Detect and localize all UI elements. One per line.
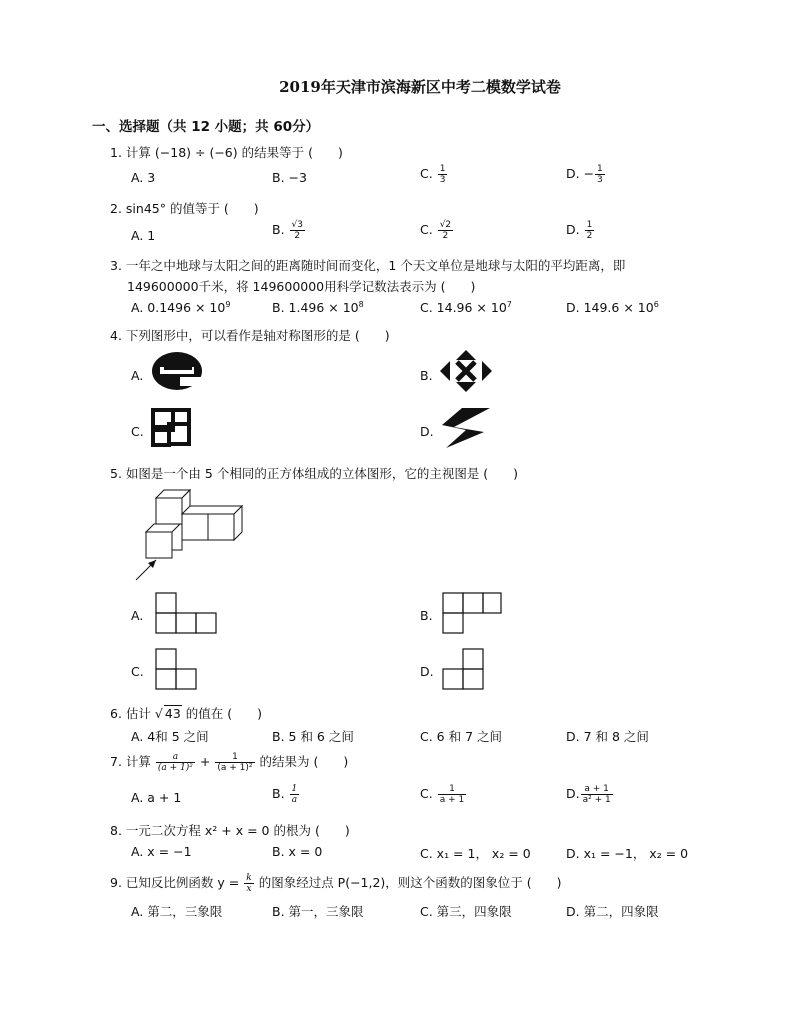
front-view-b	[442, 592, 504, 634]
option-a: A. 1	[131, 228, 156, 243]
front-view-a	[155, 592, 220, 634]
option-b: B. 第一，三象限	[272, 904, 364, 919]
question-number: 7.	[110, 754, 122, 769]
fraction: $\frac{1}{2}$	[586, 220, 593, 241]
question-number: 5.	[110, 466, 122, 481]
question-1	[110, 143, 343, 161]
option-a: A.	[131, 368, 144, 383]
front-view-d	[442, 648, 486, 690]
fraction: $\frac{a}{\text{(a + 1)²}}$	[157, 752, 193, 773]
option-d: D. $\frac{a + 1}{\text{a² + 1}}$	[566, 784, 611, 805]
option-c: C. $14.96 \times 10^7$	[420, 300, 512, 316]
question-number: 6.	[110, 706, 122, 721]
fraction: $\frac{1}{3}$	[597, 164, 603, 185]
option-d: D. x₁ = −1， x₂ = 0	[566, 846, 689, 861]
question-text: 计算 (−18) ÷ (−6) 的结果等于 ( )	[125, 145, 343, 160]
option-b: B. $\frac{√3}{2}$	[272, 220, 304, 241]
cube-solid-figure	[130, 488, 240, 583]
fraction: $\frac{√2}{2}$	[439, 220, 452, 241]
fraction: $\frac{1}{a + 1}$	[439, 784, 465, 805]
option-c	[420, 164, 448, 185]
lightning-figure	[440, 406, 492, 450]
option-b: B. 5 和 6 之间	[272, 729, 354, 744]
fraction: $\frac{k}{x}$	[246, 873, 252, 894]
option-d: D. 7 和 8 之间	[566, 729, 649, 744]
question-number: 4.	[110, 328, 122, 343]
fraction: $\frac{1}{3}$	[439, 164, 446, 185]
question-3	[110, 256, 625, 274]
option-a: A. 4和 5 之间	[131, 729, 209, 744]
fraction: $\frac{√3}{2}$	[291, 220, 304, 241]
option-b: B. $\frac{1}{a}$	[272, 784, 298, 805]
section-heading: 一、选择题（共 12 小题；共 60分）	[92, 119, 320, 135]
option-b: B. $1.496 \times 10^8$	[272, 300, 364, 316]
option-d: D. $\frac{1}{2}$	[566, 220, 593, 241]
question-7: 7. 计算 $\frac{a}{\text{(a + 1)²}}$ + $\frac{1}{\text{(a + 1)²}}$ 的结果为 ( )	[110, 752, 349, 773]
option-b: B. −3	[272, 170, 307, 185]
option-d: D.	[420, 424, 434, 439]
option-c: C. 6 和 7 之间	[420, 729, 503, 744]
question-number: 8.	[110, 823, 122, 838]
option-c: C.	[131, 424, 144, 439]
question-5	[110, 464, 518, 482]
option-c: C. $\frac{√2}{2}$	[420, 220, 452, 241]
option-c: C.	[131, 664, 144, 679]
question-number: 3.	[110, 258, 122, 273]
option-a: A. 3	[131, 170, 156, 185]
question-text: 下列图形中，可以看作是轴对称图形的是 ( )	[125, 328, 390, 343]
question-2	[110, 199, 259, 217]
option-c: C. x₁ = 1， x₂ = 0	[420, 846, 531, 861]
question-number: 2.	[110, 201, 122, 216]
option-b: B. x = 0	[272, 844, 323, 859]
logo-e-figure	[150, 350, 205, 392]
option-a: A. a + 1	[131, 790, 182, 805]
question-text: sin45° 的值等于 ( )	[125, 201, 259, 216]
option-b: B.	[420, 368, 433, 383]
fraction: $\frac{1}{a}$	[291, 784, 298, 805]
question-8	[110, 821, 350, 839]
option-a: A. 第二，三象限	[131, 904, 223, 919]
root-value: 43	[164, 706, 181, 721]
question-text: 一年之中地球与太阳之间的距离随时间而变化，1 个天文单位是地球与太阳的平均距离，即	[125, 258, 626, 273]
option-d: D. 第二，四象限	[566, 904, 659, 919]
option-d	[566, 164, 606, 185]
question-text: 如图是一个由 5 个相同的正方体组成的立体图形，它的主视图是 ( )	[125, 466, 519, 481]
page-title: 2019年天津市滨海新区中考二模数学试卷	[279, 78, 561, 96]
option-a: A.	[131, 608, 144, 623]
question-9: 9. 已知反比例函数 y = $\frac{k}{x}$ 的图象经过点 P(−1,2)，则这个函数的图象位于 ( )	[110, 873, 562, 894]
option-c: C. 第三，四象限	[420, 904, 512, 919]
option-a: A. $0.1496 \times 10^9$	[131, 300, 231, 316]
option-a: A. x = −1	[131, 844, 192, 859]
question-number: 9.	[110, 875, 122, 890]
cross-arrows-figure	[438, 348, 494, 394]
fraction: $\frac{a + 1}{\text{a² + 1}}$	[582, 784, 611, 805]
question-3-line2: 149600000千米，将 149600000用科学记数法表示为 ( )	[127, 279, 476, 294]
option-b: B.	[420, 608, 433, 623]
question-4	[110, 326, 390, 344]
option-c: C. $\frac{1}{a + 1}$	[420, 784, 465, 805]
knot-squares-figure	[150, 407, 194, 449]
front-view-c	[155, 648, 199, 690]
question-number: 1.	[110, 145, 122, 160]
question-6: 6. 估计 √ 43 的值在 ( )	[110, 706, 263, 721]
option-d: D. $149.6 \times 10^6$	[566, 300, 659, 316]
option-label: D. −	[566, 166, 595, 181]
option-label: C.	[420, 166, 433, 181]
fraction: $\frac{1}{\text{(a + 1)²}}$	[217, 752, 253, 773]
question-text: 一元二次方程 x² + x = 0 的根为 ( )	[125, 823, 350, 838]
option-d: D.	[420, 664, 434, 679]
